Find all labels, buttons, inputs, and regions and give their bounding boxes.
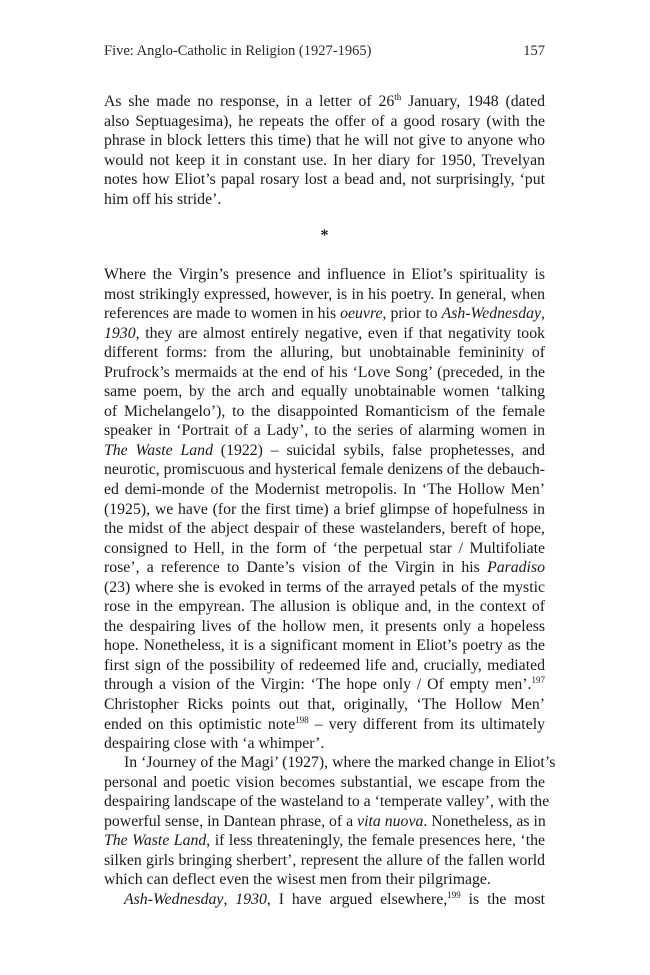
text-line: despairing landscape of the wasteland to a ‘temperate valley’, with the xyxy=(104,793,550,811)
text-line: phrase in block letters this time) that he will not give to anyone who xyxy=(104,132,545,150)
text-line: ended on this optimistic note$^{198}$ – very different from its ultimately xyxy=(104,714,545,733)
text-line: ed demi-monde of the Modernist metropolis. In ‘The Hollow Men’ xyxy=(104,481,545,499)
text-line: also Septuagesima), he repeats the offer of a good rosary (with the xyxy=(104,112,545,130)
text-line: Ash-Wednesday, 1930, I have argued elsewhere,$^{199}$ is the most xyxy=(124,890,546,908)
text-line: (1925), we have (for the first time) a brief glimpse of hopefulness in xyxy=(104,500,545,518)
text-line: personal and poetic vision becomes substantial, we escape from the xyxy=(104,773,545,791)
text-line: Christopher Ricks points out that, originally, ‘The Hollow Men’ xyxy=(104,696,545,714)
text-line: of Michelangelo’), to the disappointed Romanticism of the female xyxy=(104,402,545,420)
text-line: the midst of the abject despair of these wastelanders, bereft of hope, xyxy=(104,520,545,538)
paragraph-3 xyxy=(104,753,556,890)
paragraph-1 xyxy=(104,92,545,209)
text-line: 1930, they are almost entirely negative, even if that negativity took xyxy=(104,324,545,342)
footnote-ref-198: 198 xyxy=(295,714,309,725)
text-line: (23) where she is evoked in terms of the arrayed petals of the mystic xyxy=(104,578,545,596)
text-line: different forms: from the alluring, but unobtainable femininity of xyxy=(104,344,545,362)
paragraph-4 xyxy=(104,890,545,910)
text-line: first sign of the possibility of redeemed life and, crucially, mediated xyxy=(104,656,545,674)
text-line: speaker in ‘Portrait of a Lady’, to the series of alarming women in xyxy=(104,422,545,440)
text-line: neurotic, promiscuous and hysterical female denizens of the debauch- xyxy=(104,461,545,479)
text-line: The Waste Land (1922) – suicidal sybils, false prophetesses, and xyxy=(104,441,545,459)
text-line: consigned to Hell, in the form of ‘the perpetual star / Multifoliate xyxy=(104,539,545,557)
text-line: Prufrock’s mermaids at the end of his ‘Love Song’ (preceded, in the xyxy=(104,363,545,381)
text-line: the despairing lives of the hollow men, it presents only a hopeless xyxy=(104,617,545,635)
text-line: which can deflect even the wisest men from their pilgrimage. xyxy=(104,871,491,889)
text-line: him off his stride’. xyxy=(104,190,222,208)
text-line: notes how Eliot’s papal rosary lost a bead and, not surprisingly, ‘put xyxy=(104,171,545,189)
text-line: rose’, a reference to Dante’s vision of the Virgin in his Paradiso xyxy=(104,559,545,577)
text-line: references are made to women in his oeuvre, prior to Ash-Wednesday, xyxy=(104,305,545,323)
text-line: most strikingly expressed, however, is in his poetry. In general, when xyxy=(104,285,545,303)
text-line: hope. Nonetheless, it is a significant moment in Eliot’s poetry as the xyxy=(104,637,545,655)
text-line: powerful sense, in Dantean phrase, of a vita nuova. Nonetheless, as in xyxy=(104,812,546,830)
text-line: despairing close with ‘a whimper’. xyxy=(104,735,325,753)
paragraph-2 xyxy=(104,265,545,754)
text-line: The Waste Land, if less threateningly, the female presences here, ‘the xyxy=(104,832,545,850)
text-line: silken girls bringing sherbert’, represent the allure of the fallen world xyxy=(104,851,545,869)
text-line: would not keep it in constant use. In her diary for 1950, Trevelyan xyxy=(104,151,545,169)
page-number: 157 xyxy=(523,43,545,59)
text-line: As she made no response, in a letter of 26th January, 1948 (dated xyxy=(104,92,545,110)
text-line: same poem, by the arch and equally unobtainable women ‘talking xyxy=(104,383,545,401)
running-head xyxy=(104,42,545,60)
section-separator: * xyxy=(320,227,329,244)
text-line: rose in the empyrean. The allusion is oblique and, in the context of xyxy=(104,598,545,616)
text-line: Where the Virgin’s presence and influence in Eliot’s spirituality is xyxy=(104,266,545,283)
superscript: th xyxy=(394,92,402,102)
text-line: through a vision of the Virgin: ‘The hope only / Of empty men’.$^{197}$ xyxy=(104,675,545,694)
footnote-ref-199: 199 xyxy=(447,890,461,900)
text-line: In ‘Journey of the Magi’ (1927), where the marked change in Eliot’s xyxy=(124,754,556,771)
chapter-title: Five: Anglo-Catholic in Religion (1927-1965) xyxy=(104,43,372,59)
footnote-ref-197: 197 xyxy=(531,675,545,686)
